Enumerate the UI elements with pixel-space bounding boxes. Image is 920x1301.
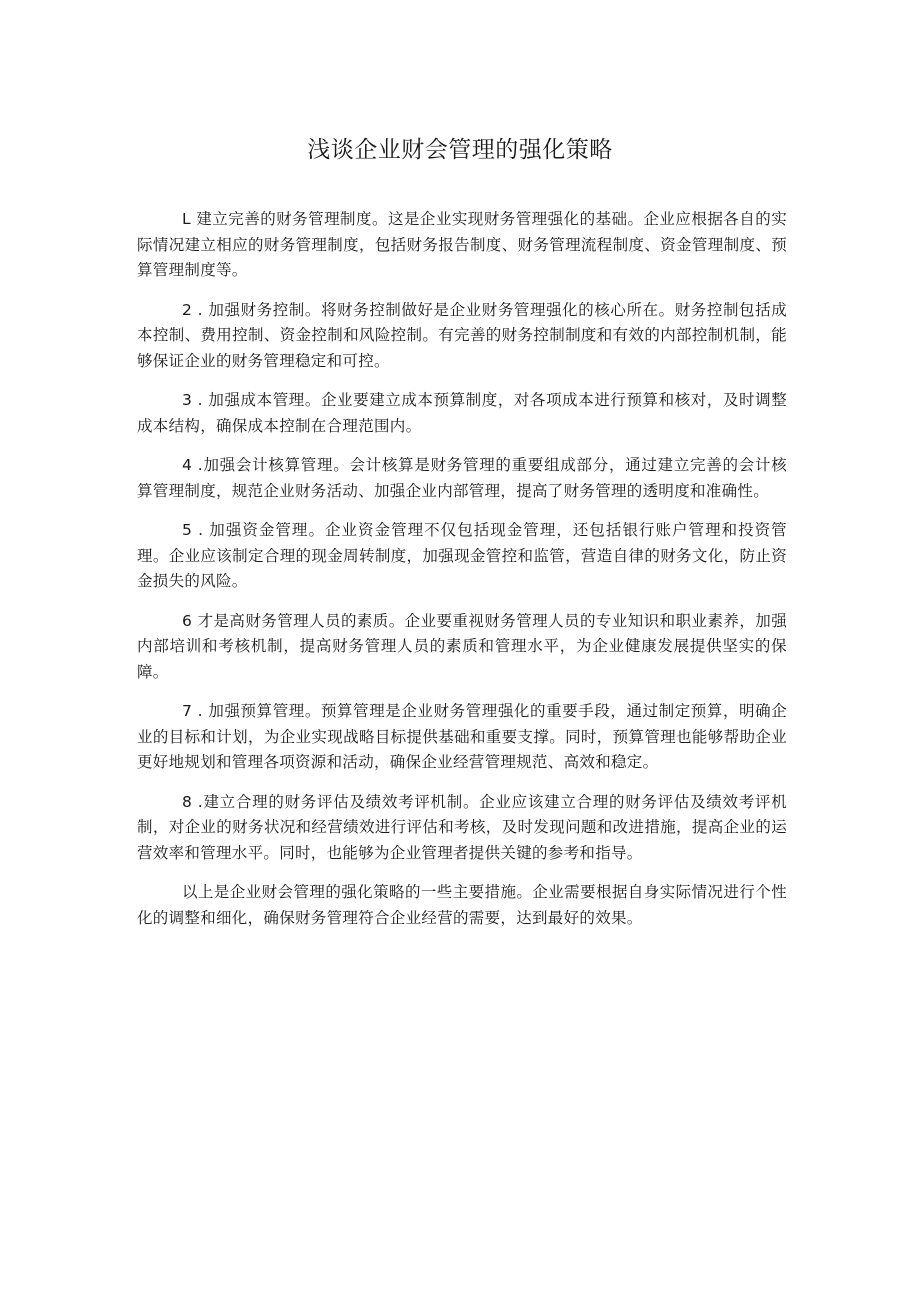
paragraph-2: 2 . 加强财务控制。将财务控制做好是企业财务管理强化的核心所在。财务控制包括成本控制、费用控制、资金控制和风险控制。有完善的财务控制制度和有效的内部控制机制，能够保证企业的财务管理稳定和可控。 (137, 300, 787, 370)
paragraph-8: 8 .建立合理的财务评估及绩效考评机制。企业应该建立合理的财务评估及绩效考评机制，对企业的财务状况和经营绩效进行评估和考核，及时发现问题和改进措施，提高企业的运营效率和管理水平。同时，也能够为企业管理者提供关键的参考和指导。 (137, 792, 787, 862)
paragraph-1: L 建立完善的财务管理制度。这是企业实现财务管理强化的基础。企业应根据各自的实际情况建立相应的财务管理制度，包括财务报告制度、财务管理流程制度、资金管理制度、预算管理制度等。 (137, 210, 787, 279)
paragraph-5: 5 . 加强资金管理。企业资金管理不仅包括现金管理，还包括银行账户管理和投资管理。企业应该制定合理的现金周转制度，加强现金管控和监管，营造自律的财务文化，防止资金损失的风险。 (137, 521, 787, 590)
paragraph-3: 3 . 加强成本管理。企业要建立成本预算制度，对各项成本进行预算和核对，及时调整成本结构，确保成本控制在合理范围内。 (137, 391, 787, 435)
paragraph-7: 7 . 加强预算管理。预算管理是企业财务管理强化的重要手段，通过制定预算，明确企业的目标和计划，为企业实现战略目标提供基础和重要支撑。同时，预算管理也能够帮助企业更好地规划和管理各项资源和活动，确保企业经营管理规范、高效和稳定。 (137, 702, 787, 771)
document-title: 浅谈企业财会管理的强化策略 (307, 137, 613, 163)
document-body (137, 207, 787, 945)
paragraph-4: 4 .加强会计核算管理。会计核算是财务管理的重要组成部分，通过建立完善的会计核算管理制度，规范企业财务活动、加强企业内部管理，提高了财务管理的透明度和准确性。 (137, 456, 787, 500)
paragraph-6: 6 才是高财务管理人员的素质。企业要重视财务管理人员的专业知识和职业素养，加强内部培训和考核机制，提高财务管理人员的素质和管理水平，为企业健康发展提供坚实的保障。 (137, 611, 787, 681)
paragraph-conclusion: 以上是企业财会管理的强化策略的一些主要措施。企业需要根据自身实际情况进行个性化的调整和细化，确保财务管理符合企业经营的需要，达到最好的效果。 (137, 883, 787, 927)
